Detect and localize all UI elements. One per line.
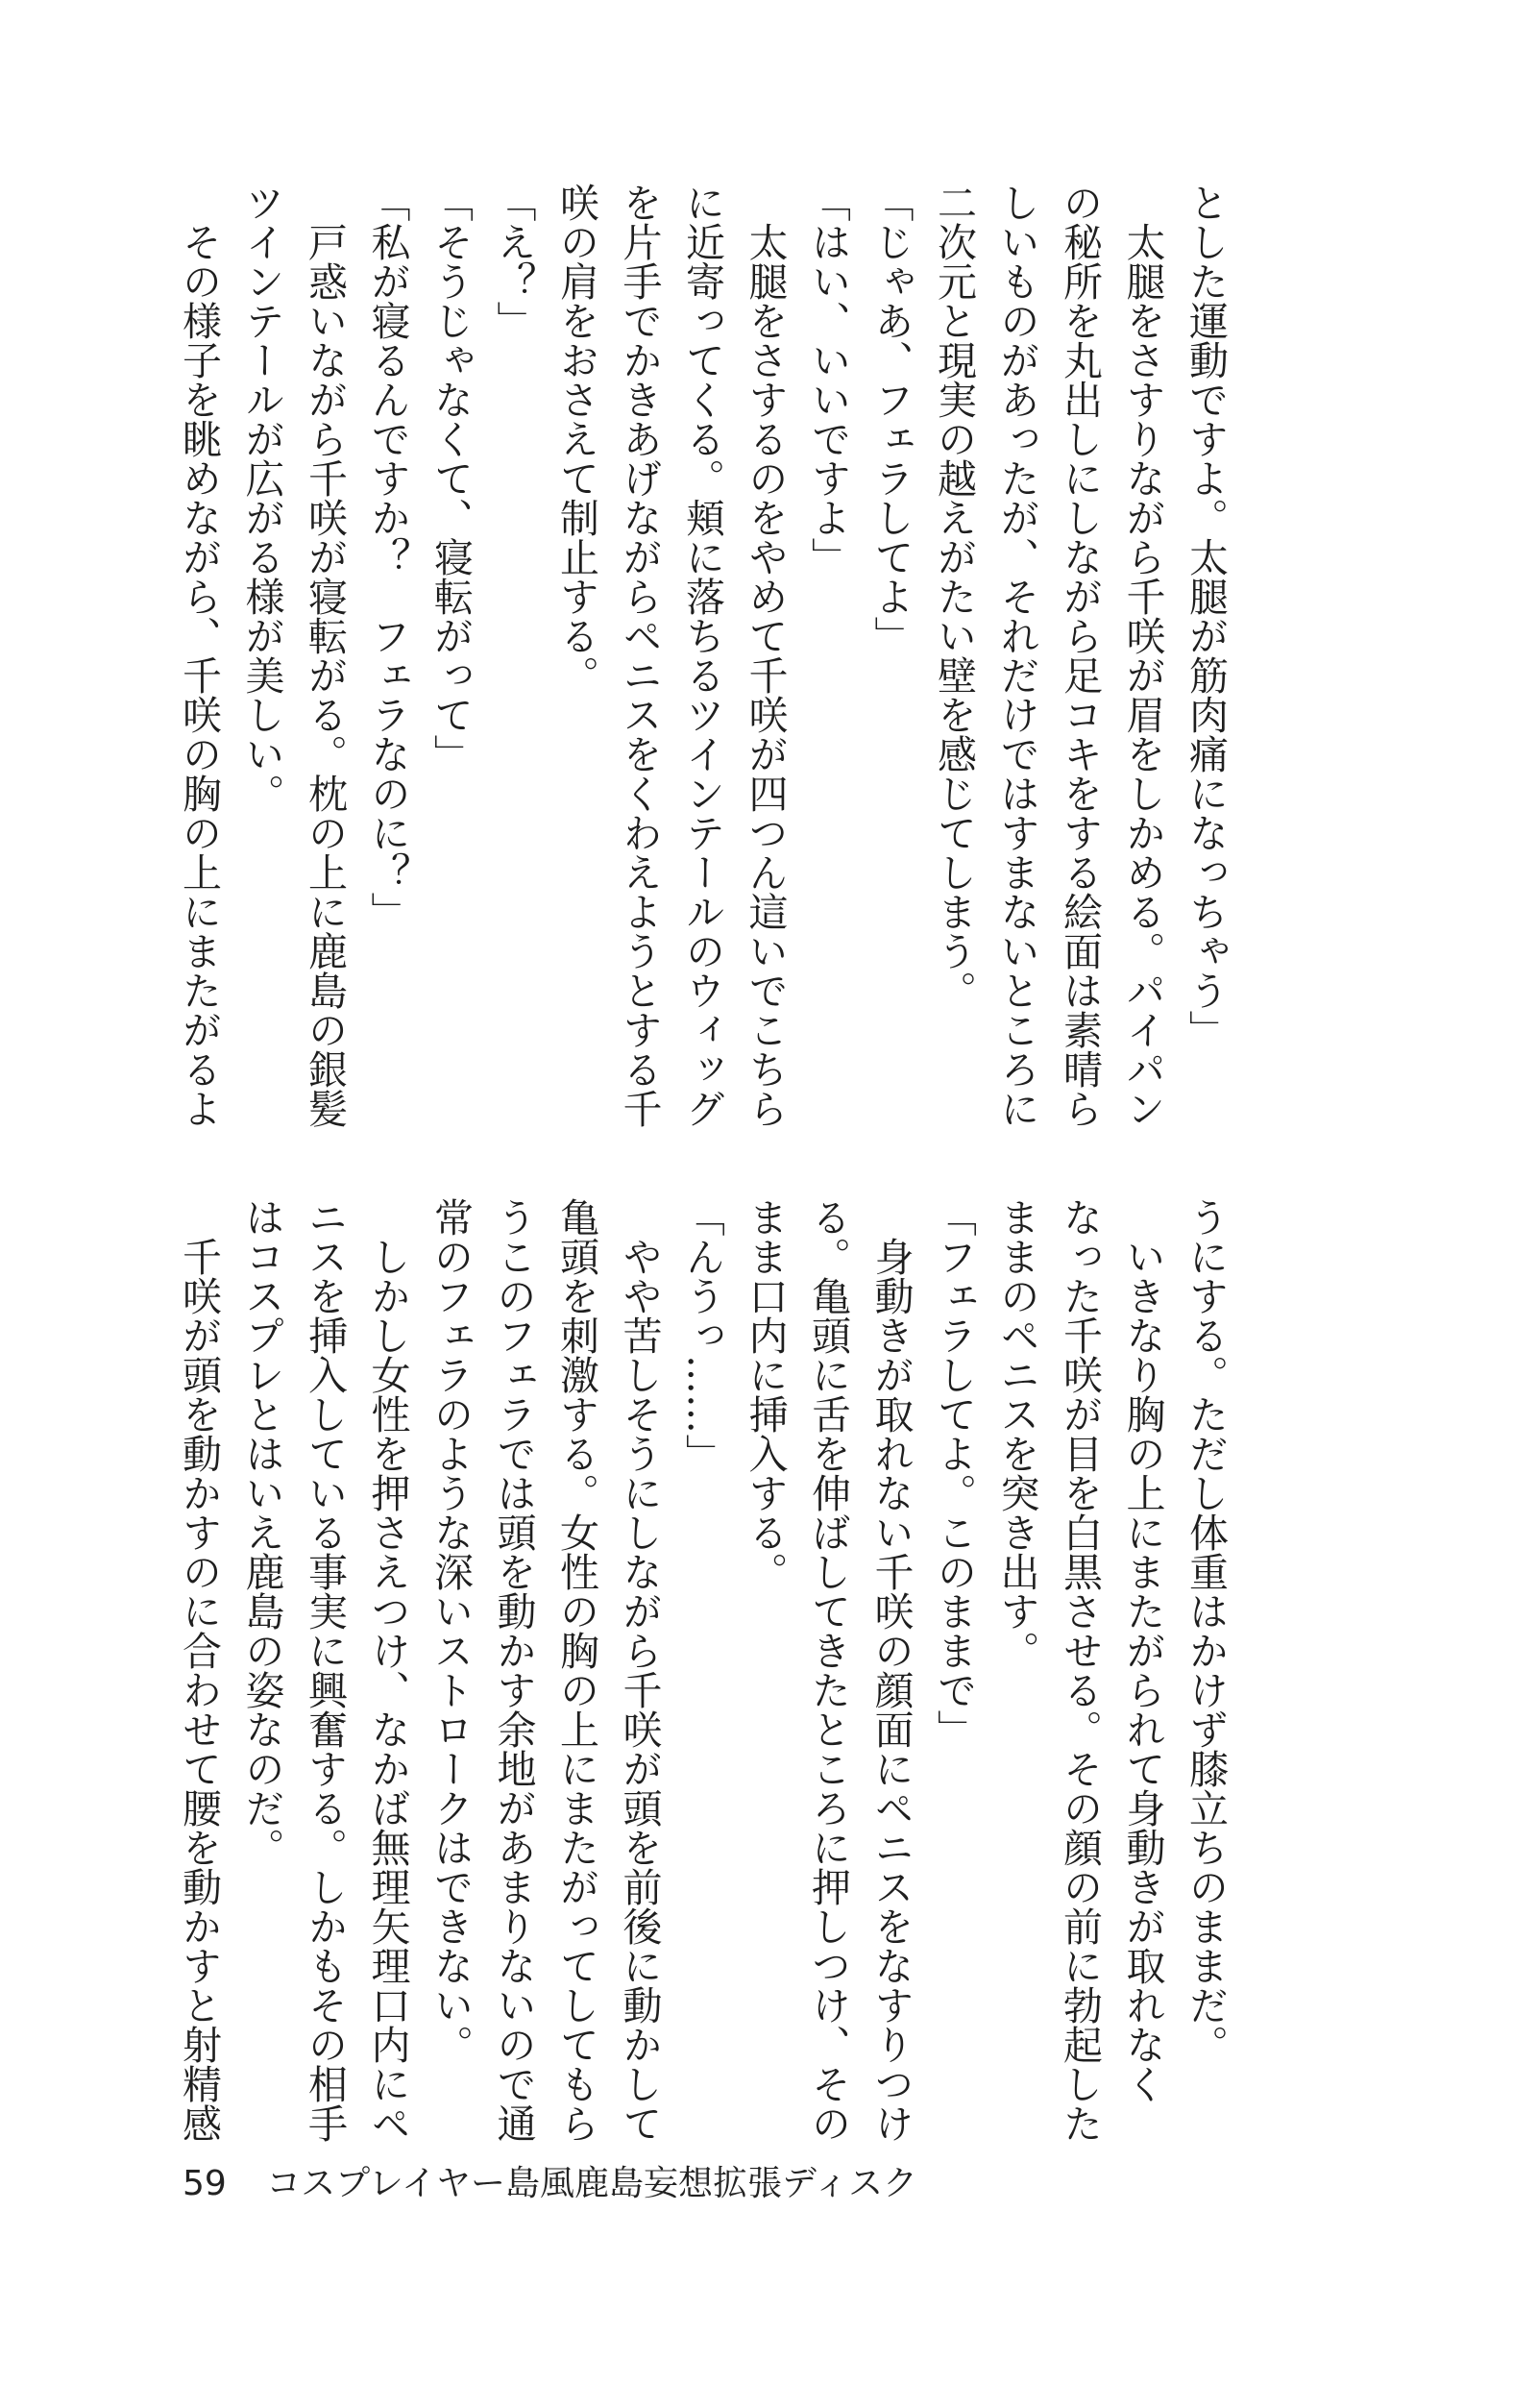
text-line: 「え？」 [490, 183, 537, 340]
text-line: 太腿をさするのをやめて千咲が四つん這いでこちら [742, 183, 789, 1128]
text-line: やや苦しそうにしながら千咲が頭を前後に動かして [616, 1197, 663, 2143]
text-line: 千咲が頭を動かすのに合わせて腰を動かすと射精感 [176, 1197, 222, 2143]
text-line: 「私が寝るんですか？ フェラなのに？」 [364, 183, 411, 931]
text-line: ままのペニスを突き出す。 [993, 1197, 1040, 1670]
text-line: 「はい、いいですよ」 [805, 183, 851, 577]
text-line: しいものがあったが、それだけではすまないところに [993, 183, 1040, 1128]
text-line: 「んうっ……」 [679, 1197, 725, 1473]
text-line: を片手でかきあげながらペニスをくわえようとする千 [616, 183, 663, 1128]
text-line: 二次元と現実の越えがたい壁を感じてしまう。 [931, 183, 977, 1010]
text-block-bottom [166, 1197, 1236, 2143]
text-line: 咲の肩をおさえて制止する。 [553, 183, 599, 695]
text-line: 太腿をさすりながら千咲が眉をしかめる。パイパン [1119, 183, 1166, 1128]
text-line: なった千咲が目を白黒させる。その顔の前に勃起した [1057, 1197, 1103, 2143]
text-line: 「そうじゃなくて、寝転がって」 [427, 183, 474, 774]
text-line: 戸惑いながら千咲が寝転がる。枕の上に鹿島の銀髪 [302, 183, 348, 1128]
text-line: に近寄ってくる。頬に落ちるツインテールのウィッグ [679, 183, 725, 1128]
text-line: ツインテールが広がる様が美しい。 [238, 183, 285, 813]
page-number: 59 [183, 2164, 227, 2203]
text-line: その様子を眺めながら、千咲の胸の上にまたがるよ [176, 183, 222, 1128]
text-block-top [166, 183, 1236, 1128]
text-line: はコスプレとはいえ鹿島の姿なのだ。 [238, 1197, 285, 1867]
text-line: 「じゃあ、フェラしてよ」 [867, 183, 915, 655]
text-line: る。亀頭に舌を伸ばしてきたところに押しつけ、その [805, 1197, 851, 2143]
text-line: 亀頭を刺激する。女性の胸の上にまたがってしてもら [553, 1197, 599, 2143]
text-line: うこのフェラでは頭を動かす余地があまりないので通 [490, 1197, 537, 2143]
page-footer [183, 2156, 917, 2205]
text-line: しかし女性を押さえつけ、なかば無理矢理口内にペ [364, 1197, 411, 2143]
text-line: 「フェラしてよ。このままで」 [931, 1197, 977, 1749]
text-line: いきなり胸の上にまたがられて身動きが取れなく [1119, 1197, 1166, 2103]
text-line: 常のフェラのような深いストロークはできない。 [427, 1197, 474, 2064]
book-title: コスプレイヤー島風鹿島妄想拡張ディスク [266, 2164, 918, 2203]
text-line: の秘所を丸出しにしながら足コキをする絵面は素晴ら [1057, 183, 1103, 1128]
text-line: ニスを挿入している事実に興奮する。しかもその相手 [302, 1197, 348, 2143]
text-line: まま口内に挿入する。 [742, 1197, 789, 1591]
text-line: うにする。ただし体重はかけず膝立ちのままだ。 [1183, 1197, 1229, 2064]
text-line: 身動きが取れない千咲の顔面にペニスをなすりつけ [867, 1197, 915, 2143]
text-line: とした運動ですよ。太腿が筋肉痛になっちゃう」 [1183, 183, 1229, 1049]
